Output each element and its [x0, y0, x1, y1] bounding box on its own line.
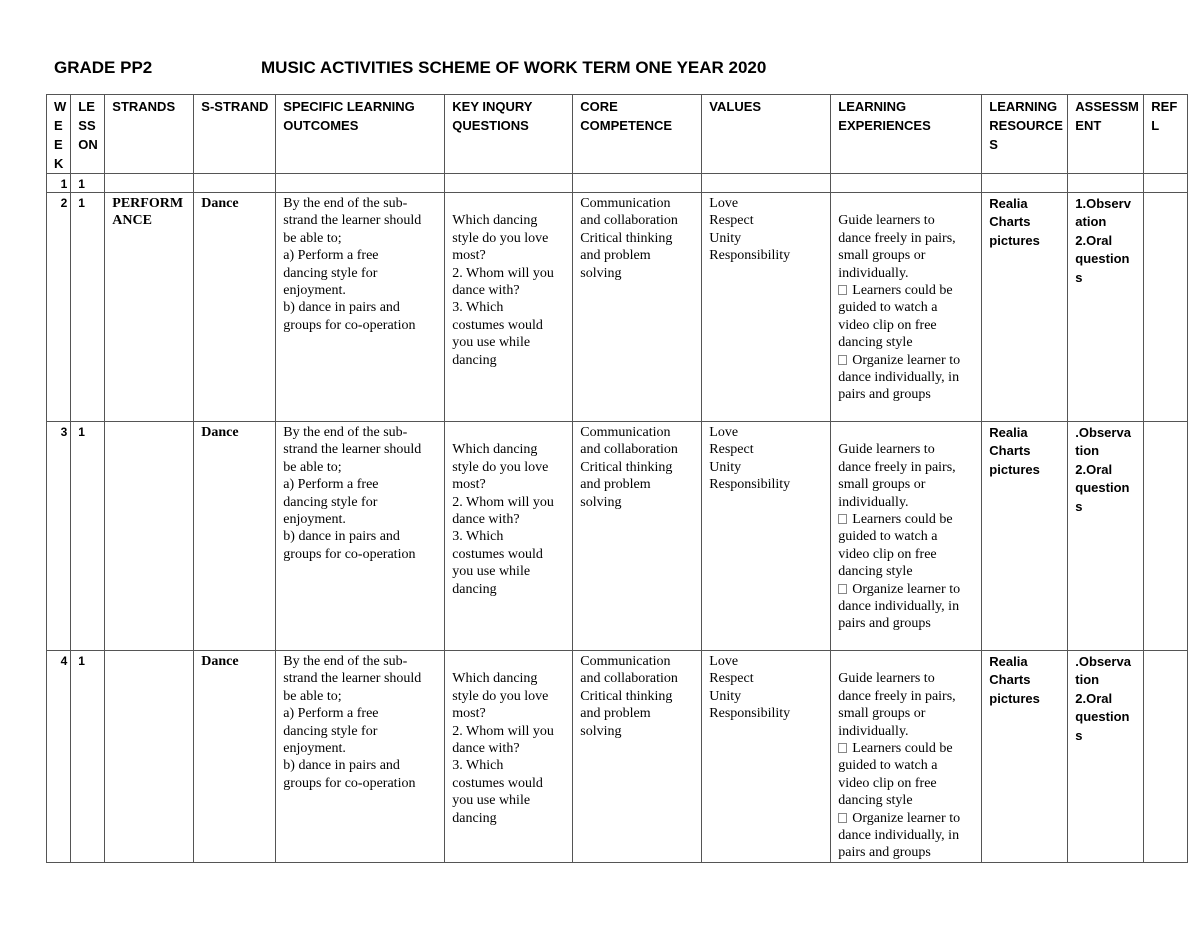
text-line: Which dancing [452, 442, 538, 458]
text-line: small groups or [838, 706, 926, 722]
competence-cell [573, 193, 702, 422]
values-cell [702, 193, 831, 422]
text-line: pairs and groups [838, 616, 931, 632]
text-line: solving [580, 723, 622, 739]
text-line: Guide learners to [838, 671, 935, 687]
col-assessment: ASSESSMENT [1068, 95, 1144, 174]
text-line: and collaboration [580, 442, 678, 458]
table-row [47, 422, 1188, 651]
text-line: dance individually, in [838, 599, 960, 615]
text-line: Love [709, 654, 739, 669]
assessment-cell [1068, 651, 1144, 863]
text-line: enjoyment. [283, 741, 346, 757]
text-line: be able to; [283, 459, 342, 475]
col-label-line: QUESTIONS [452, 118, 529, 133]
lesson-cell: 1 [71, 422, 105, 651]
text-line: style do you love [452, 459, 549, 475]
text-line: guided to watch a [838, 300, 938, 316]
text-line: Realia [989, 196, 1028, 211]
text-line [838, 282, 977, 299]
text-line: Communication [580, 654, 671, 669]
text-line: be able to; [283, 230, 342, 246]
text-line: be able to; [283, 688, 342, 704]
text-span: Learners could be [852, 283, 953, 299]
bullet-box-icon [838, 355, 847, 365]
sub-strand-cell: Dance [194, 651, 276, 863]
text-line: ation [1075, 214, 1107, 230]
text-line: strand the learner should [283, 671, 422, 687]
sub-strand-cell: Dance [194, 193, 276, 422]
experiences-cell [831, 193, 982, 422]
text-line: dancing style [838, 793, 913, 809]
col-label-line: LEARNING [838, 99, 907, 114]
text-line: pictures [989, 232, 1040, 248]
text-line: Communication [580, 425, 671, 440]
text-line: b) dance in pairs and [283, 758, 400, 774]
text-line: a) Perform a free [283, 477, 379, 493]
col-learning-experiences [831, 95, 982, 174]
text-line: dance with? [452, 741, 520, 757]
text-span: Learners could be [852, 741, 953, 757]
empty-cell [1144, 174, 1188, 193]
strand-cell: PERFORMANCE [105, 193, 194, 422]
resources-cell [982, 651, 1068, 863]
text-line: strand the learner should [283, 442, 422, 458]
text-line: pairs and groups [838, 845, 931, 861]
text-line: tion [1075, 443, 1100, 459]
lesson-cell: 1 [71, 193, 105, 422]
empty-cell [194, 174, 276, 193]
scheme-of-work-table [46, 94, 1188, 863]
col-core-competence [573, 95, 702, 174]
text-line: costumes would [452, 775, 543, 791]
questions-cell [445, 651, 573, 863]
text-line: Which dancing [452, 213, 538, 229]
sub-strand-cell: Dance [194, 422, 276, 651]
experiences-cell [831, 651, 982, 863]
col-values: VALUES [702, 95, 831, 174]
text-line: style do you love [452, 688, 549, 704]
col-week: WEEK [47, 95, 71, 174]
text-line: a) Perform a free [283, 248, 379, 264]
empty-cell [702, 174, 831, 193]
grade-label: GRADE PP2 [54, 58, 153, 77]
col-learning-resources [982, 95, 1068, 174]
col-sub-strand: S-STRAND [194, 95, 276, 174]
text-line: Love [709, 196, 739, 211]
text-line: b) dance in pairs and [283, 300, 400, 316]
text-line: By the end of the sub- [283, 425, 408, 440]
text-line: dancing style [838, 564, 913, 580]
text-line: 3. Which [452, 758, 504, 774]
questions-cell [445, 193, 573, 422]
resources-cell [982, 193, 1068, 422]
text-line: By the end of the sub- [283, 654, 408, 669]
text-line: 2.Oral [1075, 461, 1113, 477]
text-line: Guide learners to [838, 442, 935, 458]
text-line: Charts [989, 443, 1031, 459]
text-span: Organize learner to [852, 810, 961, 826]
outcomes-cell [276, 193, 445, 422]
col-label-line: SPECIFIC LEARNING [283, 99, 415, 114]
text-line: Charts [989, 672, 1031, 688]
text-line: dance with? [452, 283, 520, 299]
competence-cell [573, 422, 702, 651]
text-line: individually. [838, 265, 909, 281]
text-line: Unity [709, 459, 742, 475]
empty-cell [1068, 174, 1144, 193]
text-line: s [1075, 269, 1083, 285]
header-row [47, 95, 1188, 174]
strand-cell [105, 651, 194, 863]
text-line: dance individually, in [838, 828, 960, 844]
text-line: Charts [989, 214, 1031, 230]
text-line: Responsibility [709, 477, 791, 493]
assessment-cell [1068, 422, 1144, 651]
text-line: question [1075, 709, 1130, 725]
text-line: dancing style for [283, 723, 378, 739]
text-line: Realia [989, 425, 1028, 440]
text-line: most? [452, 706, 486, 722]
outcomes-cell [276, 651, 445, 863]
text-line: 2. Whom will you [452, 494, 554, 510]
text-line: costumes would [452, 546, 543, 562]
text-line: dance freely in pairs, [838, 688, 956, 704]
text-line: question [1075, 251, 1130, 267]
reflection-cell [1144, 422, 1188, 651]
text-line: Unity [709, 688, 742, 704]
text-line: dance with? [452, 512, 520, 528]
experiences-cell [831, 422, 982, 651]
text-line: groups for co-operation [283, 546, 416, 562]
document-title: MUSIC ACTIVITIES SCHEME OF WORK TERM ONE YEAR 2020 [261, 58, 767, 77]
text-line: 2. Whom will you [452, 723, 554, 739]
text-line: Critical thinking [580, 230, 673, 246]
text-span: Organize learner to [852, 581, 961, 597]
text-line [838, 810, 977, 827]
col-label-line: KEY INQURY [452, 99, 533, 114]
bullet-box-icon [838, 743, 847, 753]
text-line: Responsibility [709, 248, 791, 264]
col-label-line: COMPETENCE [580, 118, 673, 133]
text-line: and collaboration [580, 671, 678, 687]
text-line: tion [1075, 672, 1100, 688]
empty-cell [445, 174, 573, 193]
bullet-box-icon [838, 514, 847, 524]
text-line: dancing style [838, 335, 913, 351]
text-line: 2.Oral [1075, 232, 1113, 248]
text-line: Which dancing [452, 671, 538, 687]
text-line: and collaboration [580, 213, 678, 229]
text-line: .Observa [1075, 425, 1131, 440]
week-cell: 2 [47, 193, 71, 422]
competence-cell [573, 651, 702, 863]
text-line: individually. [838, 723, 909, 739]
text-line: Communication [580, 196, 671, 211]
text-line [838, 352, 977, 369]
text-line: video clip on free [838, 317, 937, 333]
lesson-cell: 1 [71, 651, 105, 863]
text-line [838, 581, 977, 598]
text-line: dance freely in pairs, [838, 459, 956, 475]
text-span: Organize learner to [852, 352, 961, 368]
text-line: 1.Observ [1075, 196, 1131, 211]
resources-cell [982, 422, 1068, 651]
text-span: Learners could be [852, 512, 953, 528]
text-line: By the end of the sub- [283, 196, 408, 211]
text-line: Guide learners to [838, 213, 935, 229]
text-line: pictures [989, 461, 1040, 477]
table-row [47, 174, 1188, 193]
text-line: Critical thinking [580, 688, 673, 704]
text-line: 2.Oral [1075, 690, 1113, 706]
col-specific-learning-outcomes [276, 95, 445, 174]
text-line: a) Perform a free [283, 706, 379, 722]
text-line: .Observa [1075, 654, 1131, 669]
values-cell [702, 651, 831, 863]
text-line: individually. [838, 494, 909, 510]
text-line: and problem [580, 706, 651, 722]
text-line [838, 511, 977, 528]
text-line: enjoyment. [283, 512, 346, 528]
text-line: dancing [452, 352, 497, 368]
week-cell: 3 [47, 422, 71, 651]
col-label-line: RESOURCE [989, 118, 1063, 133]
text-line: you use while [452, 793, 531, 809]
text-line: most? [452, 477, 486, 493]
lesson-cell: 1 [71, 174, 105, 193]
text-line: Respect [709, 442, 754, 458]
text-line: 3. Which [452, 300, 504, 316]
text-line: dance freely in pairs, [838, 230, 956, 246]
week-cell: 4 [47, 651, 71, 863]
text-line: video clip on free [838, 546, 937, 562]
table-row [47, 193, 1188, 422]
text-line: guided to watch a [838, 758, 938, 774]
col-label-line: S [989, 137, 998, 152]
text-line: dancing style for [283, 265, 378, 281]
reflection-cell [1144, 651, 1188, 863]
text-line: solving [580, 265, 622, 281]
text-line: Critical thinking [580, 459, 673, 475]
assessment-cell [1068, 193, 1144, 422]
text-line: strand the learner should [283, 213, 422, 229]
text-line: Responsibility [709, 706, 791, 722]
text-line: most? [452, 248, 486, 264]
text-line: small groups or [838, 248, 926, 264]
week-cell: 1 [47, 174, 71, 193]
text-line: dancing [452, 810, 497, 826]
text-line: Respect [709, 671, 754, 687]
text-line: Respect [709, 213, 754, 229]
text-line: pairs and groups [838, 387, 931, 403]
col-reflection: REFL [1144, 95, 1188, 174]
empty-cell [831, 174, 982, 193]
text-line: dancing style for [283, 494, 378, 510]
values-cell [702, 422, 831, 651]
col-strands: STRANDS [105, 95, 194, 174]
text-line: costumes would [452, 317, 543, 333]
col-key-inquiry-questions [445, 95, 573, 174]
empty-cell [105, 174, 194, 193]
col-label-line: EXPERIENCES [838, 118, 931, 133]
text-line: Unity [709, 230, 742, 246]
table-row [47, 651, 1188, 863]
text-line: s [1075, 498, 1083, 514]
text-line [838, 740, 977, 757]
bullet-box-icon [838, 584, 847, 594]
text-line: question [1075, 480, 1130, 496]
bullet-box-icon [838, 813, 847, 823]
text-line: solving [580, 494, 622, 510]
text-line: guided to watch a [838, 529, 938, 545]
text-line: and problem [580, 248, 651, 264]
text-line: pictures [989, 690, 1040, 706]
text-line: and problem [580, 477, 651, 493]
text-line: s [1075, 727, 1083, 743]
text-line: you use while [452, 564, 531, 580]
text-line: Love [709, 425, 739, 440]
text-line: you use while [452, 335, 531, 351]
text-line: groups for co-operation [283, 317, 416, 333]
text-line: style do you love [452, 230, 549, 246]
col-label-line: CORE [580, 99, 618, 114]
text-line: groups for co-operation [283, 775, 416, 791]
text-line: dancing [452, 581, 497, 597]
text-line: Realia [989, 654, 1028, 669]
text-line: b) dance in pairs and [283, 529, 400, 545]
strand-cell [105, 422, 194, 651]
col-label-line: OUTCOMES [283, 118, 359, 133]
text-line: 2. Whom will you [452, 265, 554, 281]
col-lesson: LESSON [71, 95, 105, 174]
col-label-line: LEARNING [989, 99, 1058, 114]
text-line: 3. Which [452, 529, 504, 545]
text-line: video clip on free [838, 775, 937, 791]
questions-cell [445, 422, 573, 651]
reflection-cell [1144, 193, 1188, 422]
outcomes-cell [276, 422, 445, 651]
text-line: dance individually, in [838, 370, 960, 386]
bullet-box-icon [838, 285, 847, 295]
text-line: enjoyment. [283, 283, 346, 299]
text-line: small groups or [838, 477, 926, 493]
empty-cell [982, 174, 1068, 193]
empty-cell [573, 174, 702, 193]
empty-cell [276, 174, 445, 193]
